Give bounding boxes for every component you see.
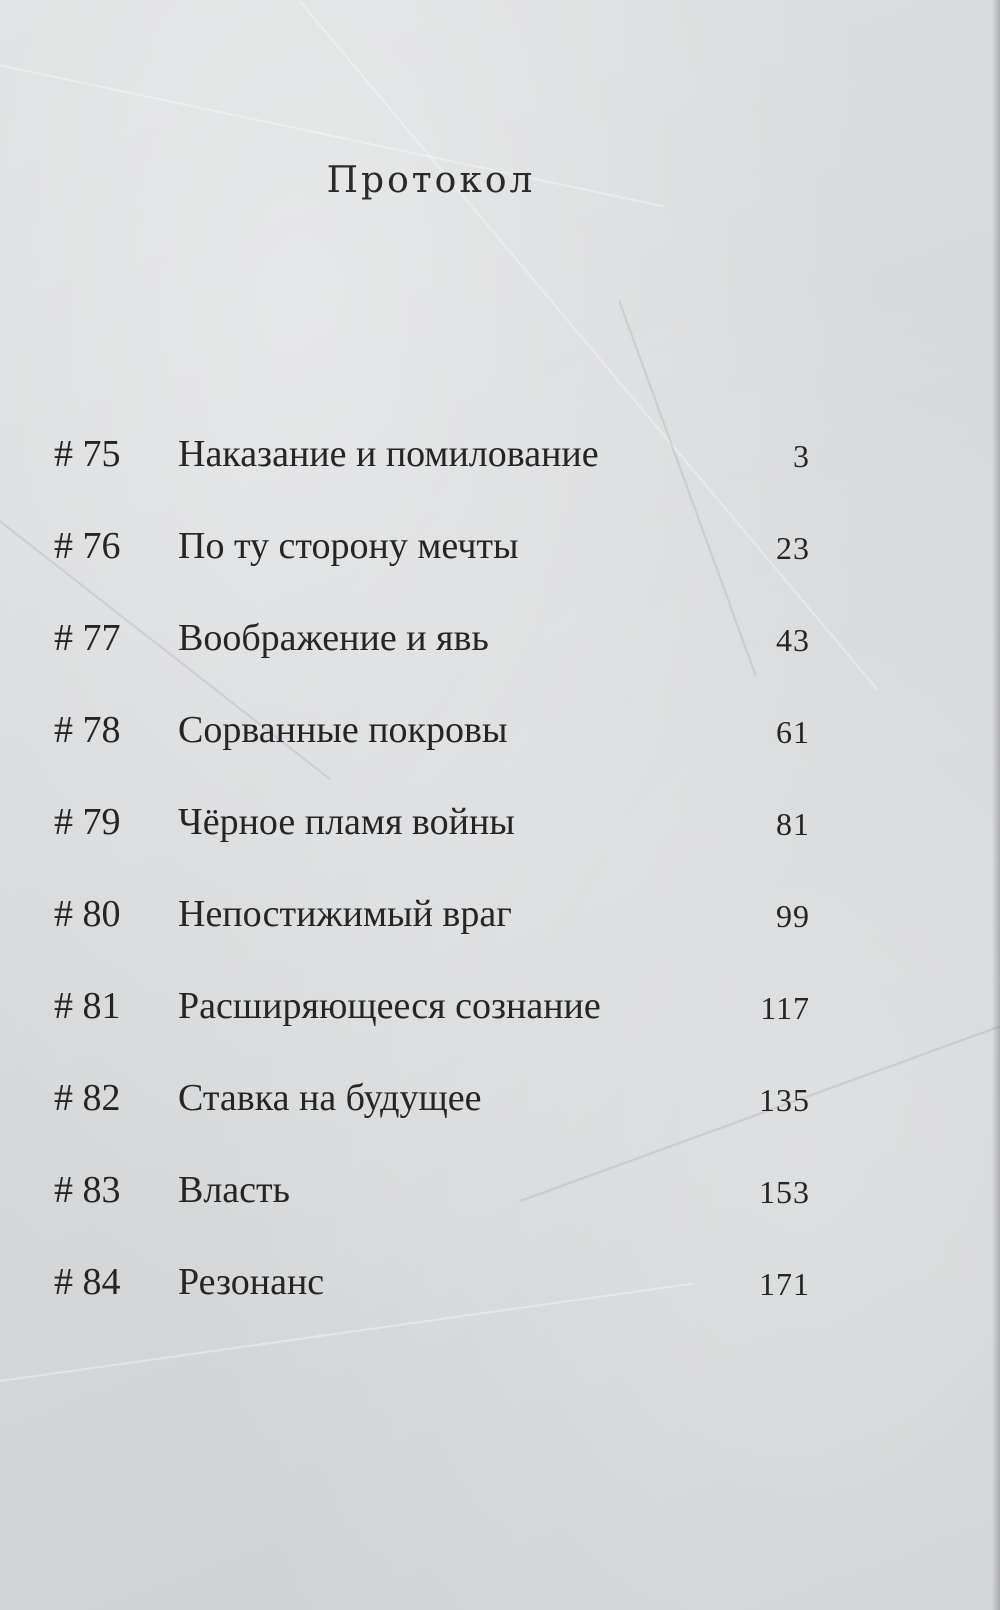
toc-entry [54, 614, 810, 706]
chapter-title: Чёрное пламя войны [178, 801, 515, 843]
toc-entry [54, 430, 810, 522]
page-number: 117 [760, 990, 810, 1026]
toc-entry [54, 522, 810, 614]
chapter-title: Расширяющееся сознание [178, 985, 601, 1027]
page-edge-shadow [992, 0, 1000, 1610]
chapter-number: # 82 [54, 1077, 121, 1119]
page-number: 3 [793, 438, 810, 474]
toc-entry [54, 798, 810, 890]
chapter-number: # 79 [54, 801, 121, 843]
page-number: 81 [776, 806, 810, 842]
toc-entry [54, 890, 810, 982]
chapter-title: Наказание и помилование [178, 433, 599, 475]
page-number: 171 [759, 1266, 810, 1302]
chapter-number: # 80 [54, 893, 121, 935]
page-title: Протокол [326, 160, 536, 201]
chapter-title: Ставка на будущее [178, 1077, 482, 1119]
page-number: 135 [759, 1082, 810, 1118]
chapter-number: # 83 [54, 1169, 121, 1211]
toc-entry [54, 982, 810, 1074]
chapter-title: Воображение и явь [178, 617, 489, 659]
chapter-title: Резонанс [178, 1261, 325, 1303]
page-number: 23 [776, 530, 810, 566]
chapter-number: # 84 [54, 1261, 121, 1303]
page-number: 99 [776, 898, 810, 934]
chapter-title: По ту сторону мечты [178, 525, 519, 567]
page-number: 61 [776, 714, 810, 750]
toc-entry [54, 706, 810, 798]
toc-entry [54, 1166, 810, 1258]
page-number: 43 [776, 622, 810, 658]
chapter-number: # 81 [54, 985, 121, 1027]
page-number: 153 [759, 1174, 810, 1210]
toc-entry [54, 1074, 810, 1166]
chapter-number: # 75 [54, 433, 121, 475]
chapter-title: Сорванные покровы [178, 709, 508, 751]
chapter-number: # 77 [54, 617, 121, 659]
chapter-number: # 78 [54, 709, 121, 751]
chapter-title: Власть [178, 1169, 290, 1211]
table-of-contents [54, 430, 810, 1350]
toc-entry [54, 1258, 810, 1350]
chapter-number: # 76 [54, 525, 121, 567]
chapter-title: Непостижимый враг [178, 893, 512, 935]
